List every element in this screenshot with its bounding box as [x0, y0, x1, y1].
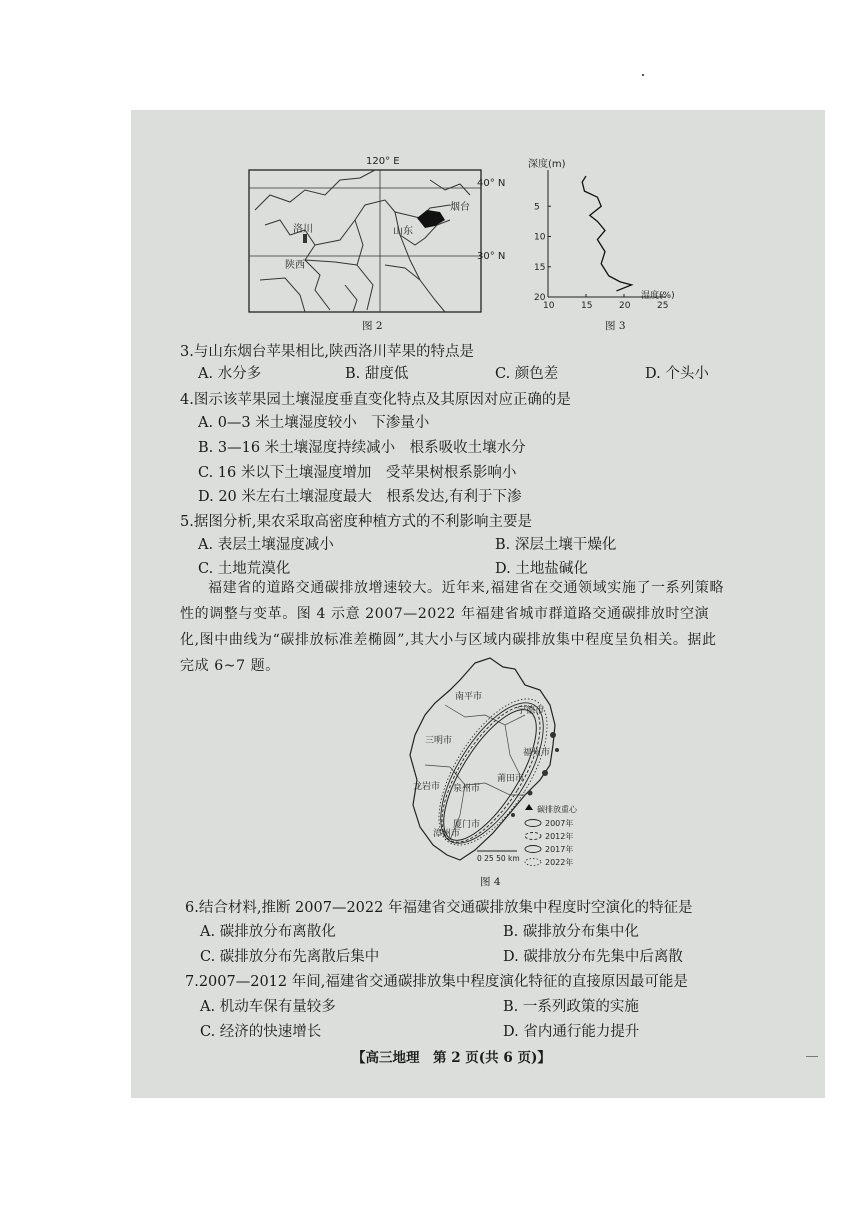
x-tick-label: 20	[619, 301, 631, 311]
lat-bottom-label: 30° N	[477, 251, 506, 262]
place-shandong: 山东	[393, 226, 413, 237]
question-5-stem: 5.据图分析,果农采取高密度种植方式的不利影响主要是	[180, 514, 532, 530]
legend-2012: 2012年	[545, 832, 574, 841]
speck	[642, 74, 644, 76]
question-7-stem: 7.2007—2012 年间,福建省交通碳排放集中程度演化特征的直接原因最可能是	[185, 974, 688, 990]
q4-option-d: D. 20 米左右土壤湿度最大 根系发达,有利于下渗	[198, 489, 522, 505]
margin-mark	[806, 1056, 818, 1057]
passage-text: 福建省的道路交通碳排放增速较大。近年来,福建省在交通领域实施了一系列策略性的调整与变革。图 4 示意 2007—2022 年福建省城市群道路交通碳排放时空演化,图中曲线为“碳排放标准差椭圆”,其大小与区域内碳排放集中程度呈负相关。据此完成 6~7 题。	[180, 580, 725, 674]
scale-bar: 0 25 50 km	[477, 854, 520, 863]
lon-label: 120° E	[366, 156, 400, 167]
city-longyan: 龙岩市	[413, 782, 441, 792]
q6-option-b: B. 碳排放分布集中化	[503, 924, 639, 940]
figure4-caption: 图 4	[480, 876, 501, 888]
q3-option-a: A. 水分多	[198, 366, 262, 382]
city-ningde: 宁德市	[517, 706, 545, 716]
legend-2007: 2007年	[545, 819, 574, 828]
q3-option-d: D. 个头小	[645, 366, 709, 382]
y-tick-label: 20	[534, 293, 546, 303]
q6-option-a: A. 碳排放分布离散化	[200, 924, 336, 940]
figure2-caption: 图 2	[362, 320, 383, 332]
q7-option-a: A. 机动车保有量较多	[200, 999, 336, 1015]
figure4-map	[405, 655, 600, 870]
y-tick-label: 10	[534, 232, 546, 243]
lat-top-label: 40° N	[477, 178, 506, 189]
place-shaanxi: 陕西	[285, 260, 305, 271]
city-quanzhou: 泉州市	[453, 784, 481, 794]
y-tick-label: 5	[534, 202, 540, 213]
city-putian: 莆田市	[497, 774, 525, 784]
q4-option-c: C. 16 米以下土壤湿度增加 受苹果树根系影响小	[198, 465, 517, 481]
city-nanping: 南平市	[455, 692, 483, 702]
place-luochuan: 洛川	[293, 224, 313, 235]
q3-option-b: B. 甜度低	[345, 366, 409, 382]
figure3-caption: 图 3	[605, 320, 626, 332]
place-yantai: 烟台	[450, 202, 470, 213]
city-xiamen: 厦门市	[453, 820, 481, 830]
page-footer: 【高三地理 第 2 页(共 6 页)】	[352, 1050, 551, 1066]
question-6-stem: 6.结合材料,推断 2007—2022 年福建省交通碳排放集中程度时空演化的特征是	[185, 900, 693, 916]
q3-option-c: C. 颜色差	[495, 366, 559, 382]
legend-2022: 2022年	[545, 858, 574, 867]
city-zhangzhou: 漳州市	[433, 829, 461, 839]
figure3-chart	[520, 152, 680, 312]
q5-option-b: B. 深层土壤干燥化	[495, 537, 617, 553]
city-sanming: 三明市	[425, 736, 453, 746]
figure3-ylabel: 深度(m)	[528, 159, 566, 170]
q4-option-a: A. 0—3 米土壤湿度较小 下渗量小	[198, 415, 430, 431]
x-tick-label: 25	[657, 301, 669, 311]
legend-2017: 2017年	[545, 845, 574, 854]
q6-option-d: D. 碳排放分布先集中后离散	[503, 949, 683, 965]
question-3-stem: 3.与山东烟台苹果相比,陕西洛川苹果的特点是	[180, 344, 474, 360]
q7-option-d: D. 省内通行能力提升	[503, 1024, 640, 1040]
q4-option-b: B. 3—16 米土壤湿度持续减小 根系吸收土壤水分	[198, 440, 526, 456]
q5-option-a: A. 表层土壤湿度减小	[198, 537, 334, 553]
q5-option-c: C. 土地荒漠化	[198, 561, 291, 577]
x-tick-label: 15	[581, 301, 593, 311]
q5-option-d: D. 土地盐碱化	[495, 561, 588, 577]
q7-option-b: B. 一系列政策的实施	[503, 999, 639, 1015]
y-tick-label: 15	[534, 262, 546, 273]
x-tick-label: 10	[543, 301, 555, 311]
figure2-map	[245, 150, 506, 325]
q7-option-c: C. 经济的快速增长	[200, 1024, 322, 1040]
question-4-stem: 4.图示该苹果园土壤湿度垂直变化特点及其原因对应正确的是	[180, 392, 571, 408]
city-fuzhou: 福州市	[523, 748, 551, 758]
figure3-xlabel: 湿度(%)	[641, 291, 675, 301]
humidity-profile-line	[582, 176, 631, 291]
q6-option-c: C. 碳排放分布先离散后集中	[200, 949, 380, 965]
legend-title: 碳排放重心	[537, 805, 577, 814]
